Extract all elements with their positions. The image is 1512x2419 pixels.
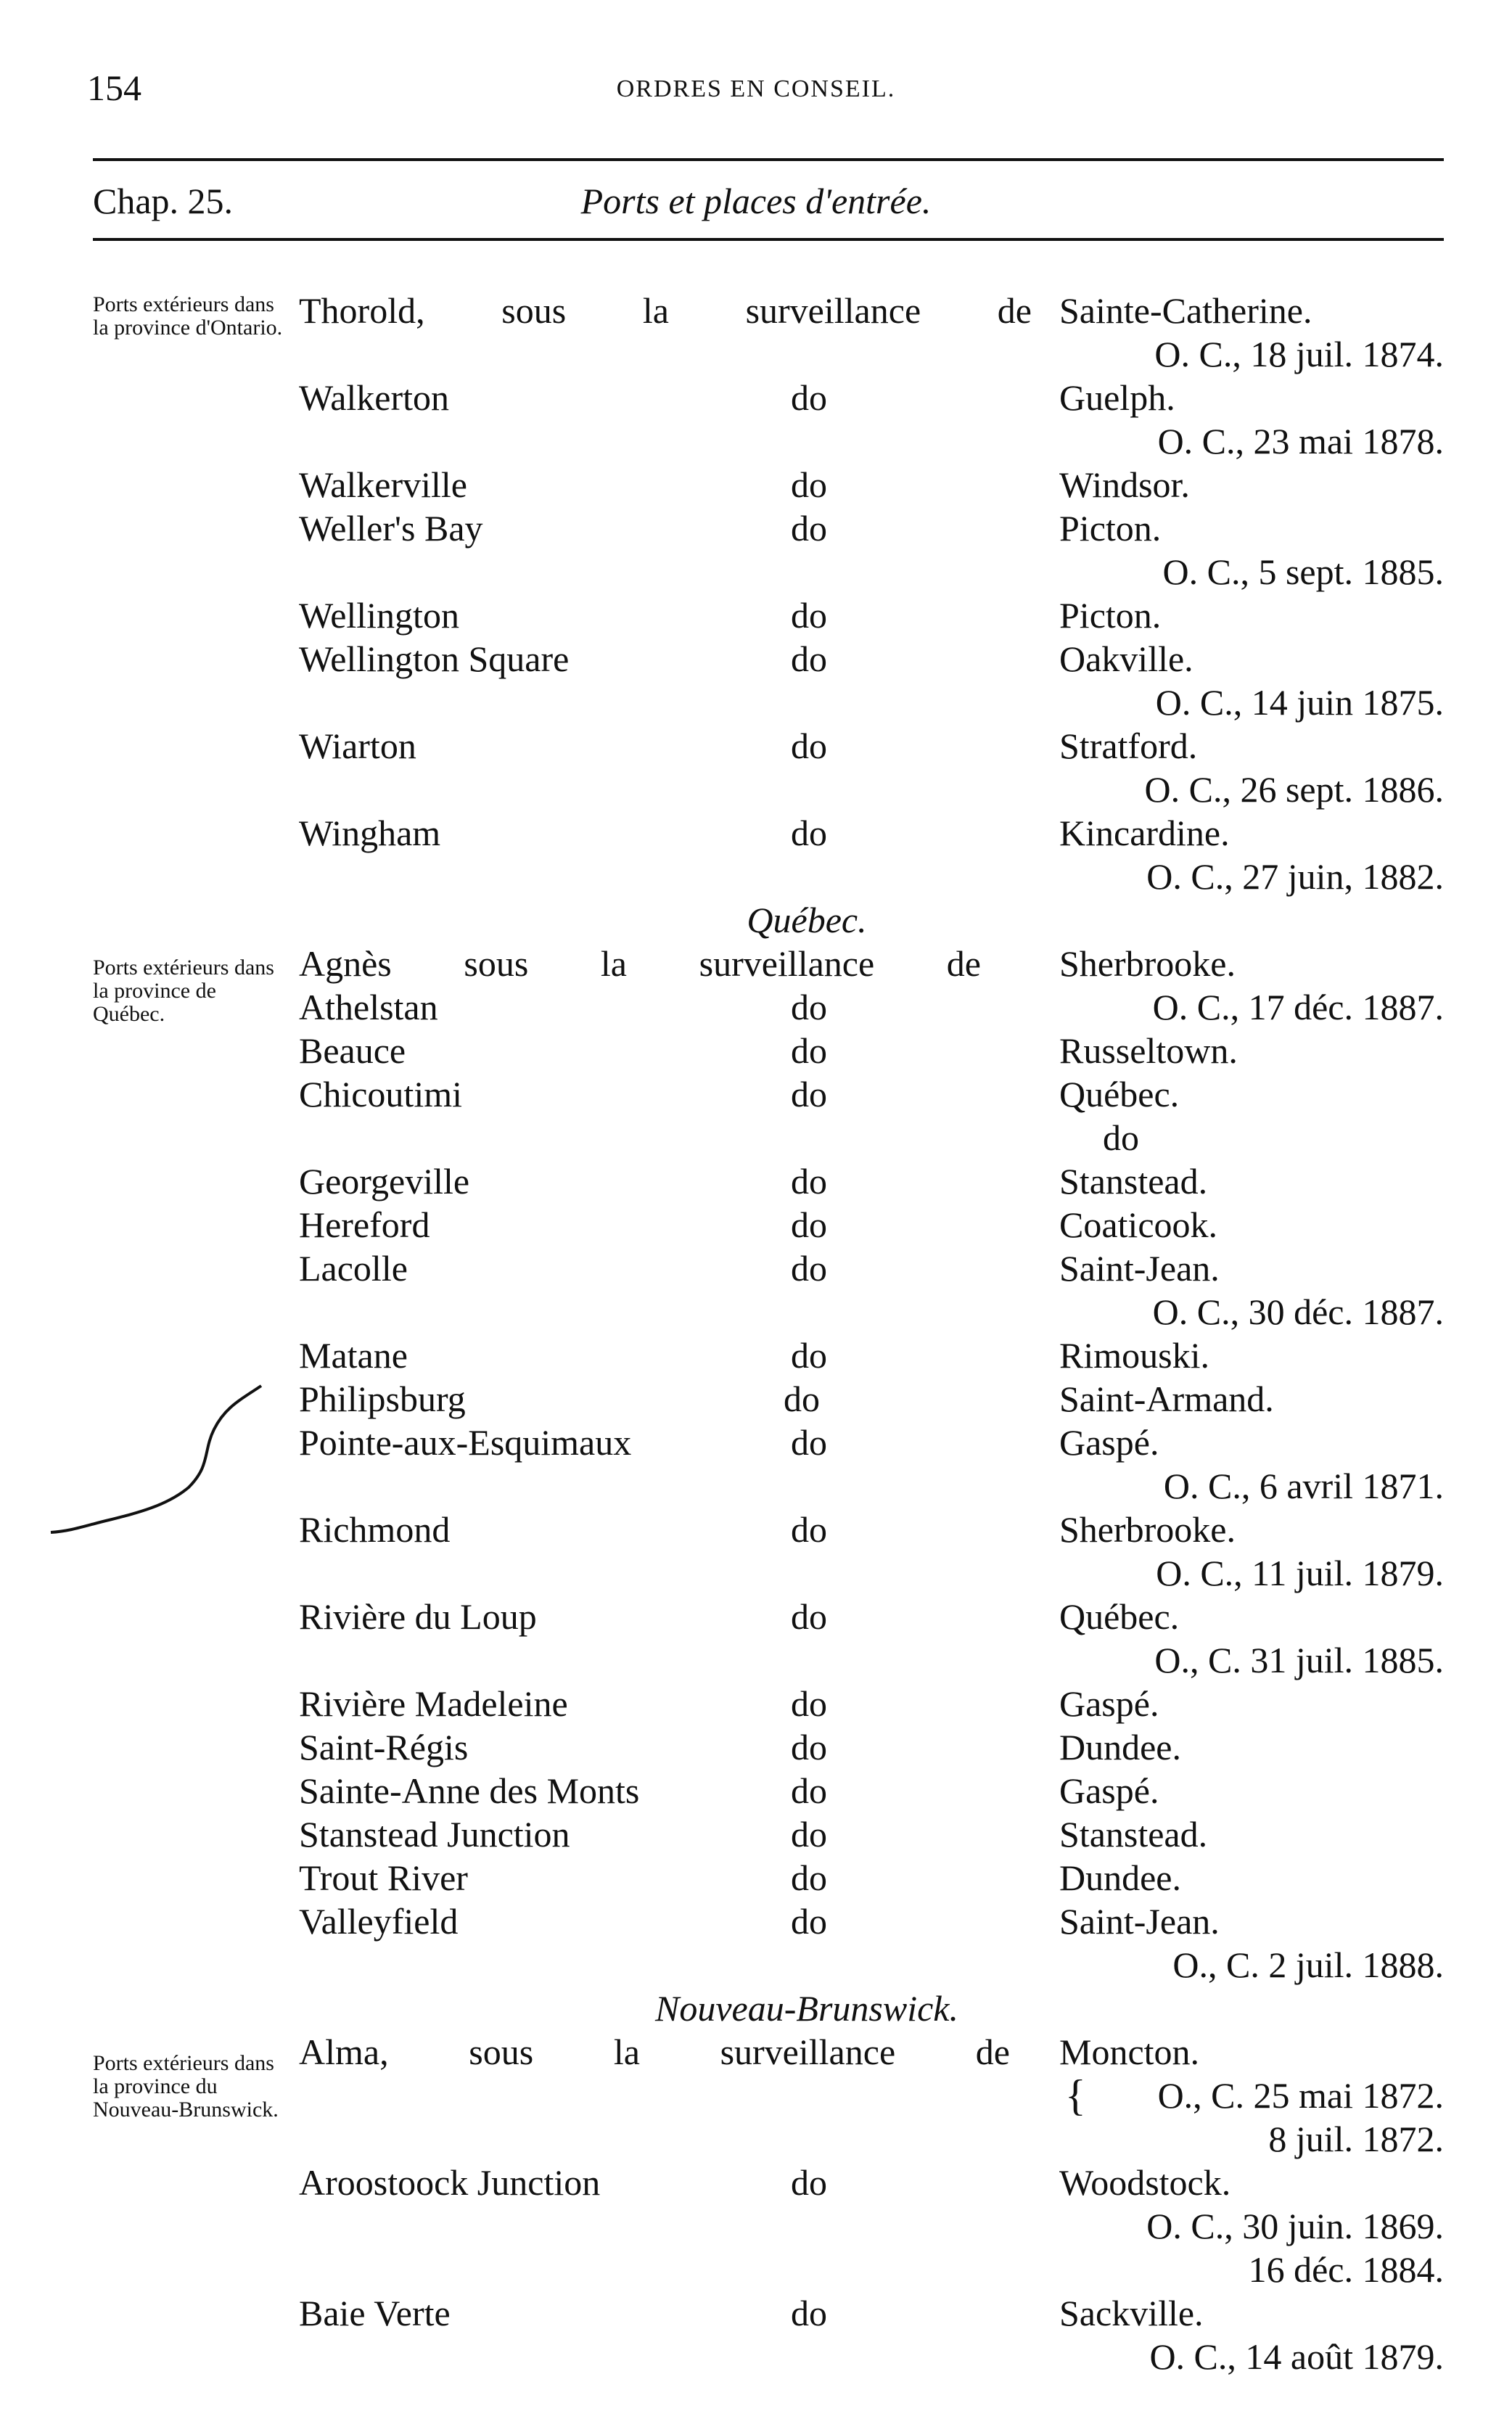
entry-row — [0, 506, 1512, 550]
header-rule-bottom — [93, 238, 1444, 241]
entry-row — [0, 2030, 1512, 2074]
entry-row — [0, 2291, 1512, 2335]
entry-row — [0, 1769, 1512, 1812]
entry-name: Weller's Bay — [299, 508, 483, 549]
header-rule-top — [93, 158, 1444, 161]
word-surveillance: surveillance — [745, 290, 921, 331]
entry-row — [0, 811, 1512, 855]
entry-city: Sainte-Catherine. — [1059, 290, 1312, 331]
entry-city: Rimouski. — [1059, 1335, 1209, 1376]
ditto: do — [791, 1509, 827, 1550]
order-ref: 16 déc. 1884. — [1248, 2249, 1444, 2290]
entry-row — [0, 1159, 1512, 1203]
entry-row — [0, 985, 1512, 1029]
order-row — [0, 681, 1512, 724]
entry-city: Dundee. — [1059, 1727, 1181, 1767]
entry-city: Saint-Jean. — [1059, 1248, 1220, 1289]
order-ref: O., C. 2 juil. 1888. — [1172, 1944, 1444, 1985]
ditto: do — [791, 1727, 827, 1767]
order-row — [0, 2248, 1512, 2291]
entry-row — [0, 594, 1512, 637]
entry-name: Agnès — [299, 943, 392, 984]
entry-name: Aroostoock Junction — [299, 2162, 601, 2203]
order-row — [0, 2204, 1512, 2248]
entry-city: Coaticook. — [1059, 1204, 1218, 1245]
entry-row — [0, 1595, 1512, 1638]
entry-name: Alma, — [299, 2032, 389, 2072]
entry-row — [0, 463, 1512, 506]
margin-note-nb: Ports extérieurs dans la province du Nouveau-Brunswick. — [93, 2051, 279, 2122]
ditto: do — [791, 1596, 827, 1637]
ditto: do — [791, 726, 827, 766]
entry-row — [0, 1725, 1512, 1769]
entry-city: Gaspé. — [1059, 1683, 1159, 1724]
order-row — [0, 550, 1512, 594]
order-row — [0, 2071, 1512, 2119]
ditto: do — [791, 1074, 827, 1114]
ditto: do — [791, 1248, 827, 1289]
page-number: 154 — [87, 67, 141, 108]
word-de: de — [975, 2032, 1010, 2072]
ditto: do — [791, 1901, 827, 1942]
entry-city: Sherbrooke. — [1059, 1509, 1236, 1550]
entry-city: Québec. — [1059, 1596, 1180, 1637]
entry-row — [0, 942, 1512, 985]
entry-name: Philipsburg — [299, 1379, 466, 1419]
ditto: do — [791, 2293, 827, 2333]
entry-text — [299, 942, 981, 985]
word-de: de — [997, 290, 1032, 331]
ditto: do — [784, 1379, 820, 1419]
order-ref: O., C. 25 mai 1872. — [1157, 2075, 1444, 2116]
entry-city: Woodstock. — [1059, 2162, 1231, 2203]
ditto: do — [791, 1204, 827, 1245]
order-row — [0, 1638, 1512, 1682]
order-ref: O. C., 14 août 1879. — [1149, 2336, 1444, 2377]
order-ref: O. C., 18 juil. 1874. — [1154, 334, 1444, 374]
entry-name: Rivière du Loup — [299, 1596, 537, 1637]
entry-city: Sackville. — [1059, 2293, 1204, 2333]
entry-row — [0, 1072, 1512, 1116]
word-surveillance: surveillance — [720, 2032, 896, 2072]
running-title: ORDRES EN CONSEIL. — [616, 75, 896, 102]
entry-text — [299, 2030, 1010, 2074]
word-sous: sous — [464, 943, 529, 984]
entry-city: Moncton. — [1059, 2032, 1200, 2072]
order-ref: O. C., 11 juil. 1879. — [1156, 1553, 1444, 1593]
order-row — [0, 419, 1512, 463]
entry-row — [0, 289, 1512, 332]
order-ref: O. C., 17 déc. 1887. — [1152, 987, 1444, 1027]
entry-row — [0, 637, 1512, 681]
entry-name: Lacolle — [299, 1248, 408, 1289]
entry-row — [0, 724, 1512, 768]
section-heading-nb: Nouveau-Brunswick. — [655, 1988, 958, 2029]
ditto: do — [791, 2162, 827, 2203]
order-ref: O. C., 23 mai 1878. — [1157, 421, 1444, 461]
order-ref: O. C., 14 juin 1875. — [1155, 682, 1444, 723]
entry-city: Picton. — [1059, 508, 1162, 549]
entry-city: Guelph. — [1059, 377, 1175, 418]
order-ref: O. C., 27 juin, 1882. — [1146, 856, 1444, 897]
order-row — [0, 1551, 1512, 1595]
order-row — [0, 1943, 1512, 1987]
ditto: do — [791, 464, 827, 505]
margin-note-ontario: Ports extérieurs dans la province d'Ontario. — [93, 292, 283, 340]
order-ref: 8 juil. 1872. — [1268, 2119, 1444, 2159]
order-row — [0, 1290, 1512, 1334]
entry-city: Gaspé. — [1059, 1770, 1159, 1811]
entry-name: Hereford — [299, 1204, 430, 1245]
order-row — [0, 768, 1512, 811]
order-row — [0, 332, 1512, 376]
entry-row — [0, 1334, 1512, 1377]
entry-name: Wellington — [299, 595, 459, 636]
ditto: do — [791, 1030, 827, 1071]
entry-name: Wingham — [299, 813, 441, 853]
entry-city: Picton. — [1059, 595, 1162, 636]
chapter-label: Chap. 25. — [93, 181, 234, 221]
ditto: do — [1103, 1117, 1139, 1158]
order-ref: O., C. 31 juil. 1885. — [1154, 1640, 1444, 1680]
ditto: do — [791, 377, 827, 418]
order-ref: O. C., 30 déc. 1887. — [1152, 1291, 1444, 1332]
entry-city: Saint-Jean. — [1059, 1901, 1220, 1942]
entry-city: Kincardine. — [1059, 813, 1230, 853]
word-de: de — [946, 943, 981, 984]
entry-name: Sainte-Anne des Monts — [299, 1770, 640, 1811]
ditto: do — [791, 1770, 827, 1811]
entry-city: Oakville. — [1059, 638, 1193, 679]
entry-city: Saint-Armand. — [1059, 1379, 1274, 1419]
entry-name: Matane — [299, 1335, 408, 1376]
entry-text — [299, 289, 1032, 332]
word-surveillance: surveillance — [699, 943, 875, 984]
entry-name: Richmond — [299, 1509, 451, 1550]
entry-name: Baie Verte — [299, 2293, 451, 2333]
entry-name: Stanstead Junction — [299, 1814, 570, 1855]
order-ref: O. C., 6 avril 1871. — [1163, 1466, 1444, 1506]
ditto: do — [791, 1683, 827, 1724]
entry-city: Windsor. — [1059, 464, 1190, 505]
entry-name: Georgeville — [299, 1161, 470, 1202]
entry-row — [0, 376, 1512, 419]
order-row — [0, 2117, 1512, 2161]
entry-row — [0, 1247, 1512, 1290]
entry-name: Rivière Madeleine — [299, 1683, 568, 1724]
ditto: do — [791, 813, 827, 853]
order-row — [0, 1116, 1512, 1159]
entry-name: Walkerville — [299, 464, 467, 505]
order-row — [0, 2335, 1512, 2378]
brace-glyph: { — [1065, 2071, 1086, 2119]
entry-name: Walkerton — [299, 377, 450, 418]
order-ref: O. C., 5 sept. 1885. — [1162, 551, 1444, 592]
entry-city: Gaspé. — [1059, 1422, 1159, 1463]
entry-row — [0, 1682, 1512, 1725]
page-subtitle: Ports et places d'entrée. — [580, 181, 932, 221]
entry-row — [0, 1203, 1512, 1247]
ditto: do — [791, 1857, 827, 1898]
entry-city: Russeltown. — [1059, 1030, 1238, 1071]
entry-city: Sherbrooke. — [1059, 943, 1236, 984]
ditto: do — [791, 987, 827, 1027]
word-la: la — [642, 290, 669, 331]
order-row — [0, 855, 1512, 898]
word-la: la — [600, 943, 627, 984]
entry-name: Trout River — [299, 1857, 468, 1898]
entry-name: Valleyfield — [299, 1901, 459, 1942]
ditto: do — [791, 1422, 827, 1463]
entry-name: Chicoutimi — [299, 1074, 462, 1114]
word-sous: sous — [501, 290, 567, 331]
entry-name: Saint-Régis — [299, 1727, 469, 1767]
entry-city: Dundee. — [1059, 1857, 1181, 1898]
entry-city: Stanstead. — [1059, 1161, 1208, 1202]
entry-row — [0, 1856, 1512, 1900]
order-ref: O. C., 30 juin. 1869. — [1146, 2206, 1444, 2246]
entry-row — [0, 1029, 1512, 1072]
section-heading-quebec: Québec. — [747, 900, 867, 940]
entry-row — [0, 1812, 1512, 1856]
entry-city: Stratford. — [1059, 726, 1198, 766]
margin-pen-mark — [29, 1379, 290, 1545]
ditto: do — [791, 1161, 827, 1202]
entry-name: Thorold, — [299, 290, 425, 331]
entry-name: Athelstan — [299, 987, 438, 1027]
entry-name: Beauce — [299, 1030, 406, 1071]
entry-name: Wiarton — [299, 726, 416, 766]
word-sous: sous — [469, 2032, 534, 2072]
ditto: do — [791, 1335, 827, 1376]
order-ref: O. C., 26 sept. 1886. — [1144, 769, 1444, 810]
entry-city: Québec. — [1059, 1074, 1180, 1114]
entry-name: Wellington Square — [299, 638, 570, 679]
ditto: do — [791, 638, 827, 679]
ditto: do — [791, 1814, 827, 1855]
entry-row — [0, 2161, 1512, 2204]
entry-row — [0, 1900, 1512, 1943]
entry-name: Pointe-aux-Esquimaux — [299, 1422, 632, 1463]
ditto: do — [791, 595, 827, 636]
margin-note-quebec: Ports extérieurs dans la province de Québec. — [93, 956, 274, 1026]
ditto: do — [791, 508, 827, 549]
entry-city: Stanstead. — [1059, 1814, 1208, 1855]
word-la: la — [613, 2032, 640, 2072]
